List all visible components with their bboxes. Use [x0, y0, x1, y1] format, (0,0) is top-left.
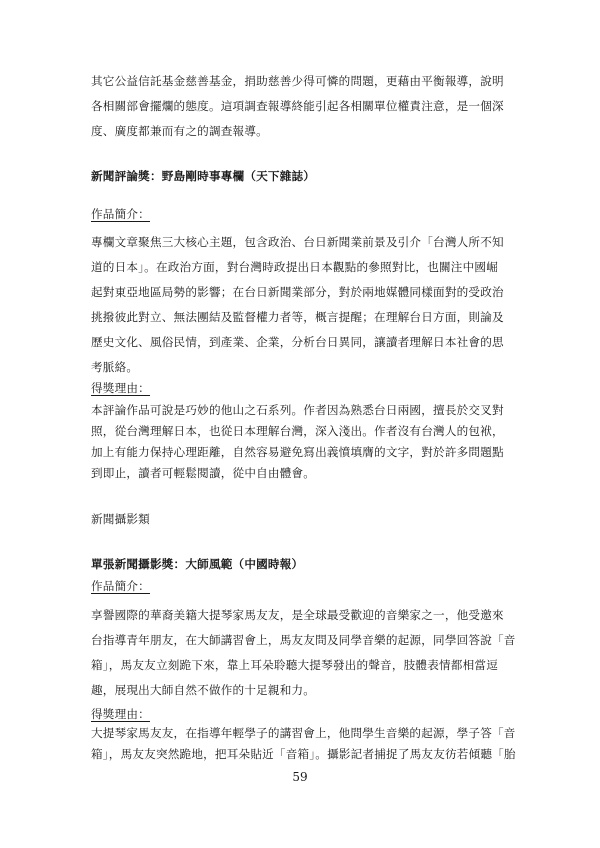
paragraph-line: 享譽國際的華裔美籍大提琴家馬友友，是全球最受歡迎的音樂家之一，他受邀來: [91, 608, 504, 622]
paragraph-line: 本評論作品可說是巧妙的他山之石系列。作者因為熟悉台日兩國，擅長於交叉對: [91, 403, 504, 417]
paragraph-line: 趣，展現出大師自然不做作的十足親和力。: [91, 683, 316, 697]
paragraph-line: 歷史文化、風俗民情，到產業、企業，分析台日異同，讓讀者理解日本社會的思: [91, 335, 504, 349]
paragraph-line: 箱」，馬友友立刻跪下來，靠上耳朵聆聽大提琴發出的聲音，肢體表情都相當逗: [91, 658, 498, 672]
paragraph-line: 照，從台灣理解日本，也從日本理解台灣，深入淺出。作者沒有台灣人的包袱，: [91, 424, 504, 438]
category-heading-photography: 新聞攝影類: [91, 512, 150, 526]
section-label-intro: 作品簡介：: [91, 579, 150, 593]
paragraph-line: 大提琴家馬友友，在指導年輕學子的講習會上，他問學生音樂的起源，學子答「音: [91, 726, 516, 740]
award-heading-photo: 單張新聞攝影獎：大師風範（中國時報）: [91, 557, 304, 571]
paragraph-line: 加上有能力保持心理距離，自然容易避免寫出義憤填膺的文字，對於許多問題點: [91, 445, 504, 459]
paragraph-line: 挑撥彼此對立、無法團結及監督權力者等，概言提醒；在理解台日方面，則論及: [91, 310, 504, 324]
section-label-reason: 得獎理由：: [91, 381, 150, 395]
paragraph-line: 度、廣度都兼而有之的調查報導。: [91, 124, 268, 138]
section-label-intro: 作品簡介：: [91, 207, 150, 221]
page-number: 59: [292, 770, 308, 784]
paragraph-line: 其它公益信託基金慈善基金，捐助慈善少得可憐的問題，更藉由平衡報導，說明: [91, 74, 504, 88]
section-label-reason: 得獎理由：: [91, 707, 150, 721]
award-heading-commentary: 新聞評論獎：野島剛時事專欄（天下雜誌）: [91, 169, 316, 183]
paragraph-line: 到即止，讀者可輕鬆閱讀，從中自由體會。: [91, 466, 316, 480]
paragraph-line: 箱」，馬友友突然跪地，把耳朵貼近「音箱」。攝影記者捕捉了馬友友彷若傾聽「胎: [91, 747, 516, 761]
paragraph-line: 起對東亞地區局勢的影響；在台日新聞業部分，對於兩地媒體同樣面對的受政治: [91, 285, 504, 299]
paragraph-line: 各相關部會擺爛的態度。這項調查報導終能引起各相關單位權責注意，是一個深: [91, 99, 504, 113]
paragraph-line: 考脈絡。: [91, 360, 139, 374]
paragraph-line: 道的日本」。在政治方面，對台灣時政提出日本觀點的參照對比，也關注中國崛: [91, 260, 498, 274]
paragraph-line: 台指導青年朋友，在大師講習會上，馬友友問及同學音樂的起源，同學回答說「音: [91, 633, 516, 647]
paragraph-line: 專欄文章聚焦三大核心主題，包含政治、台日新聞業前景及引介「台灣人所不知: [91, 235, 504, 249]
